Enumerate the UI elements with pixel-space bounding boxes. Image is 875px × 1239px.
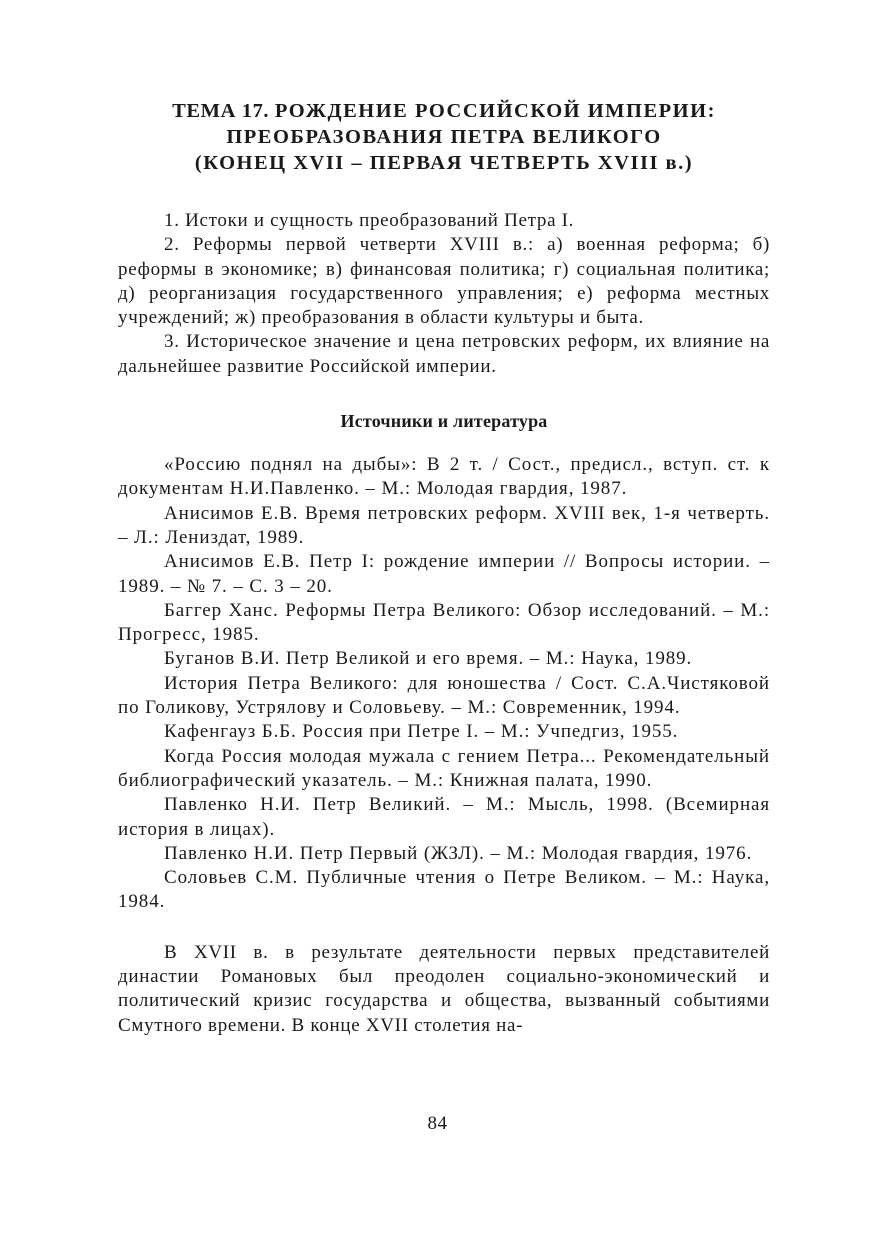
body-text (118, 941, 770, 1038)
bibliography-list (118, 453, 770, 915)
bibliography-entry: «Россию поднял на дыбы»: В 2 т. / Сост., предисл., вступ. ст. к документам Н.И.Павленко. – М.: Молодая гвардия, 1987. (118, 454, 770, 500)
body-paragraph: В XVII в. в результате деятельности первых представителей династии Романовых был преодолен социально-экономический и политический кризис государства и общества, вызванный событиями Смутного времени. В конце XVII столетия на- (118, 941, 770, 1036)
title-line-3: (КОНЕЦ XVII – ПЕРВАЯ ЧЕТВЕРТЬ XVIII в.) (194, 152, 694, 174)
bibliography-entry: Кафенгауз Б.Б. Россия при Петре I. – М.: Учпедгиз, 1955. (164, 721, 679, 743)
plan-item: 1. Истоки и сущность преобразований Петра I. (164, 210, 575, 231)
bibliography-entry: Анисимов Е.В. Петр I: рождение империи // Вопросы истории. – 1989. – № 7. – С. 3 – 20. (118, 551, 770, 597)
page-content (118, 98, 770, 1038)
chapter-title (118, 98, 770, 176)
bibliography-entry: Павленко Н.И. Петр Великий. – М.: Мысль, 1998. (Всемирная история в лицах). (118, 794, 770, 840)
plan-item: 2. Реформы первой четверти XVIII в.: а) военная реформа; б) реформы в экономике; в) финансовая политика; г) социальная политика; д) реорганизация государственного управления; е) реформа местных учреждений; ж) преобразования в области культуры и быта. (118, 234, 770, 329)
topic-prefix: ТЕМА 17. (172, 100, 270, 122)
bibliography-entry: Буганов В.И. Петр Великой и его время. – М.: Наука, 1989. (164, 648, 693, 670)
bibliography-entry: Анисимов Е.В. Время петровских реформ. XVIII век, 1-я четверть. – Л.: Лениздат, 1989. (118, 502, 770, 548)
bibliography-entry: Павленко Н.И. Петр Первый (ЖЗЛ). – М.: Молодая гвардия, 1976. (164, 842, 753, 864)
title-main: РОЖДЕНИЕ РОССИЙСКОЙ ИМПЕРИИ: (274, 100, 716, 122)
bibliography-entry: Соловьев С.М. Публичные чтения о Петре Великом. – М.: Наука, 1984. (118, 867, 770, 913)
bibliography-entry: Баггер Ханс. Реформы Петра Великого: Обзор исследований. – М.: Прогресс, 1985. (118, 599, 770, 646)
bibliography-entry: История Петра Великого: для юношества / Сост. С.А.Чистяковой по Голикову, Устрялову и Соловьеву. – М.: Современник, 1994. (118, 672, 770, 719)
sources-heading: Источники и литература (340, 411, 548, 432)
plan-item: 3. Историческое значение и цена петровских реформ, их влияние на дальнейшее развитие Российской империи. (118, 331, 770, 377)
topic-plan (118, 209, 770, 379)
bibliography-entry: Когда Россия молодая мужала с гением Петра... Рекомендательный библиографический указатель. – М.: Книжная палата, 1990. (118, 745, 770, 791)
page-number: 84 (427, 1113, 448, 1134)
title-line-1 (118, 98, 770, 124)
title-line-2: ПРЕОБРАЗОВАНИЯ ПЕТРА ВЕЛИКОГО (226, 126, 662, 148)
